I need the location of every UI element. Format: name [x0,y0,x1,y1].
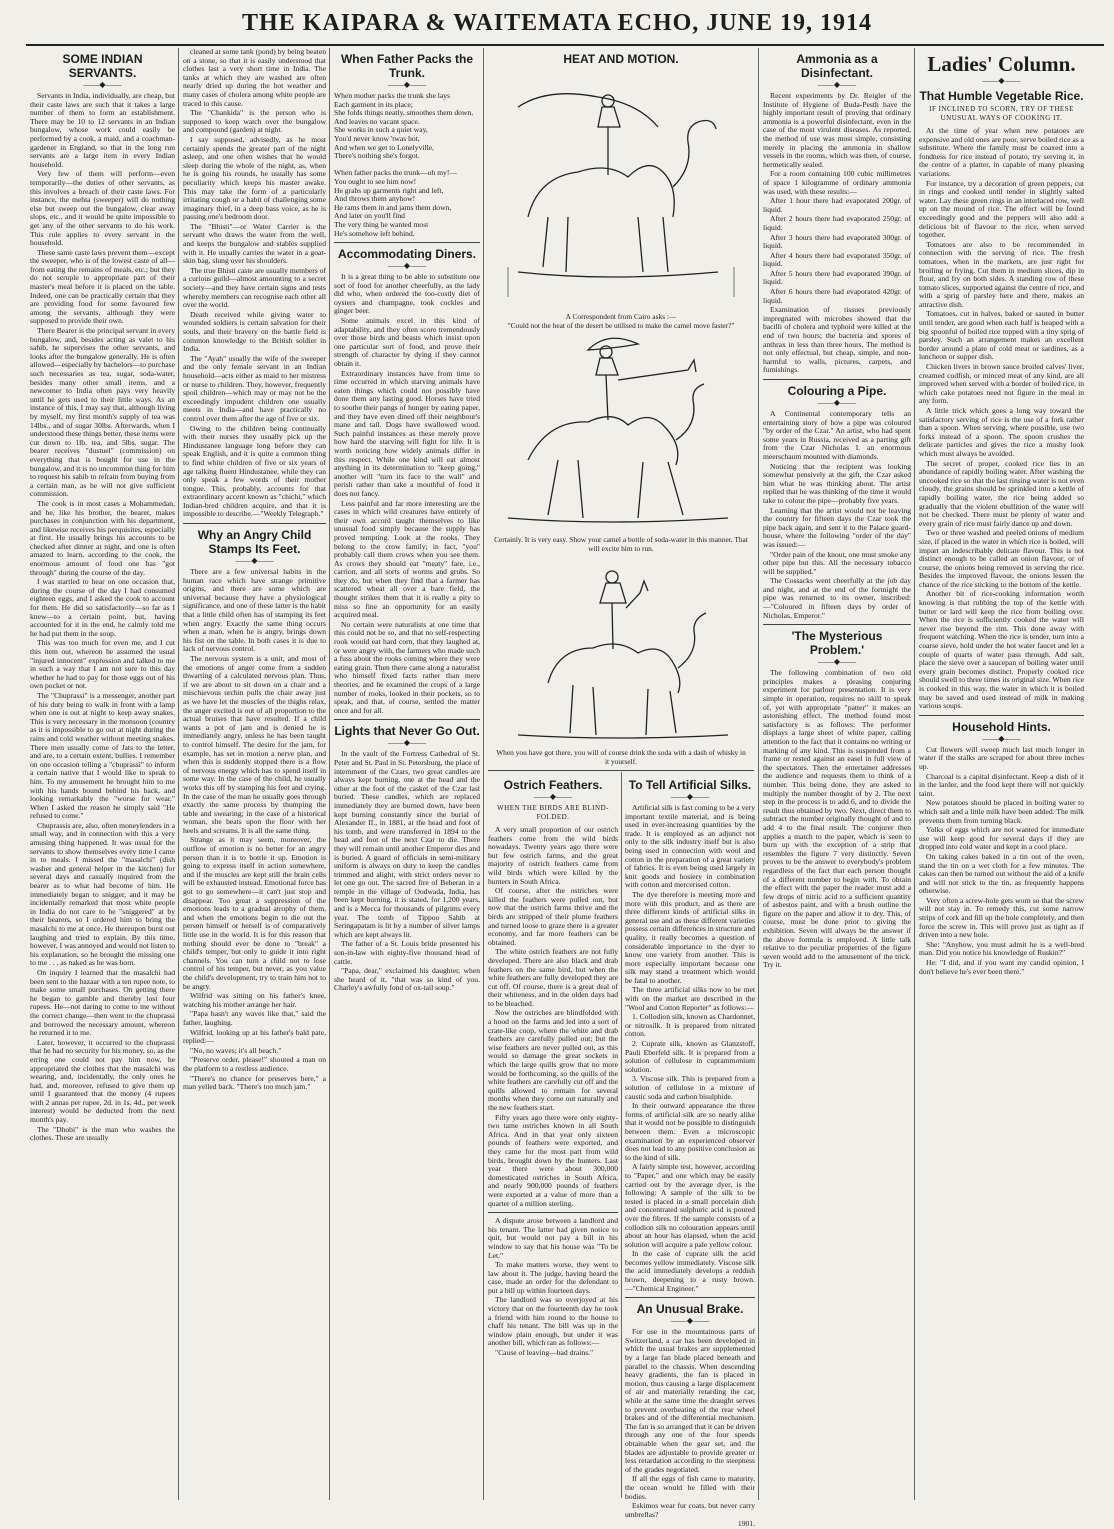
paragraph: Strange as it may seem, moreover, the outflow of emotion is no better for an angry person than it is to bottle it up. Emotion is going to express itself in action somewhere, and if the muscles are kept still the brain cells will be exhausted instead. Emotional force has got to go somewhere—it can't just stop and disappear. Too great a suppression of the emotions leads to a gradual atrophy of them, and when the emotions begin to die out the person himself or herself is of comparatively little use in the world. It is for this reason that nothing should ever be done to "break" a child's temper, but only to guide it into right channels. You can turn a child not to lose control of his temper, but never, as you value the child's development, try to train him not to be angry. [183,835,326,991]
column-2 [183,48,326,1500]
poem-line: You'd never know 'twas hot, [334,133,420,143]
article-title-ammonia: Ammonia as a Disinfectant. [796,52,878,80]
ornament: ——◆—— [387,80,427,89]
cartoon-heat-and-motion [488,48,754,766]
article-title-unusual-brake: An Unusual Brake. [636,1302,744,1317]
poem-line: The very thing he wanted most [334,219,429,229]
paragraph: The landlord was so overjoyed at his victory that on the fourteenth day he took a friend with him round to the house to chaff his tenant. The bill was up in the window plain enough, but under it was another bill, which ran as follows:— [488,1295,618,1348]
ornament: ——◆—— [817,398,857,407]
paragraph: Very often a screw-hole gets worn so that the screw will not stay in. To remedy this, cut some narrow strips of cork and fill up the hole completely, and then force the screw in. This will prove just as tight as if driven into a new hole. [919,895,1084,940]
paragraph: Servants in India, individually, are cheap, but their caste laws are such that it takes a large number of them to form an establishment. There may be 10 to 12 servants in an Indian bungalow, whose work could easily be performed by a cook, a maid, and a coachman-gardener in England, so that in the long run servants are a large item in every Indian household. [30,91,175,169]
paragraph: Tomatoes are also to be recommended in connection with the serving of rice. The fresh tomatoes, when in the markets, are just right for broiling or frying. Cut them in medium slices, dip in flour, and fry on both sides. A standing row of these tomato slices, supported against the centre of rice, and with a sprig of parsley here and there, makes an attractive dish. [919,239,1084,309]
article-title-accommodating-diners: Accommodating Diners. [337,247,477,262]
paragraph: Chuprassis are, also, often moneylenders in a small way, and in connection with this a very amusing thing happened. It was usual for the servants to show themselves every time I came in to meals. I missed the "masalchi" (dish washer and general helper in the kitchen) for several days and casually inquired from the bearer as to what had become of him. He immediately began to snigger, and it may be incidentally remarked that most white people in India do not care to be "sniggered" at by their bearers, so I ordered him to bring the masalchi to me at once. He thereupon burst out laughing and tried to explain. By this time, however, I was annoyed and would not listen to his explanation, so he brought the missing one to me . . . as naked as he was born. [30,820,176,968]
paragraph: In their outward appearance the three forms of artificial silk are so nearly alike that it would not be possible to distinguish between them. Even a microscopic examination by an experienced observer does not lead to any positive conclusion as to the kind of silk. [625,1101,755,1162]
paragraph: On taking cakes baked in a tin out of the oven, stand the tin on a wet cloth for a few minutes. The cakes can then be turned out without the aid of a knife and will not stick to the tin, as frequently happens otherwise. [919,851,1084,896]
paragraph: I say supposed, advisedly, as he most certainly spends the greater part of the night asleep, and one often wishes that he would sleep during the whole of the night, as, when he is going his rounds, he usually has some peculiarity which keeps his master awake. This may take the form of a particularly irritating cough or a habit of challenging some imaginary thief, in a deep bass voice, as he is passing one's bedroom door. [183,134,326,222]
article-title-lights: Lights that Never Go Out. [334,724,480,739]
cartoon-panel-1 [488,67,754,307]
paragraph: Less painful and far more interesting are the cases in which wild creatures have entirely of their own accord taught themselves to like unusual food simply because the supply has proved tempting. Look at the rooks. They belong to the crow family; in fact, "you" probably call them crows when you see them. As crows they should eat "meaty" fare, i.e., carrion, and all sorts of worms and grubs. So they do, but when they find that a farmer has scattered wheat all over a bare field, the thought strikes them that it is really a pity to miss so fine an opportunity for an easily acquired meal. [334,498,480,620]
column-rule [914,48,915,1500]
poem-line: She works in such a quiet way, [334,125,428,135]
section-rule [334,719,480,720]
poem-line: When father packs the trunk—oh my!— [334,168,457,178]
year-note: 1901. [737,1519,755,1529]
paragraph: The true Bhisti caste are usually members of a curious guild—almost amounting to a secret society—and they have certain signs and tests whereby members can recognise each other all over the world. [183,265,326,310]
paragraph: "Papa hasn't any waves like that," said the father, laughing. [183,1009,326,1027]
paragraph: Tomatoes, cut in halves, baked or sauted in butter until tender, are good when each half is heaped with a big spoonful of boiled rice topped with a tiny sprig of parsley. Such an arrangement makes an excellent border around a plate of cold meat or sardines, as a luncheon or supper dish. [919,309,1084,362]
article-title-indian-servants: SOME INDIAN SERVANTS. [62,52,143,80]
poem-line: And throws them anyhow! [334,194,416,204]
paragraph: "No, no waves; it's all beach." [190,1045,282,1055]
section-rule [625,1297,755,1298]
article-subtitle: IF INCLINED TO SCORN, TRY OF THESE UNUSUAL WAYS OF COOKING IT. [929,105,1074,122]
paragraph: The father of a St. Louis bride presented his son-in-law with eighty-five thousand head of cattle. [334,939,480,966]
paragraph: At the time of year when new potatoes are expensive and old ones are poor, serve boiled rice as a substitute. Where the family must be coaxed into a fondness for rice instead of potato, try serving it, in the centre of a platter, in capable of many pleasing variations. [919,126,1084,178]
paragraph: To make matters worse, they went to law about it. The judge, having heard the case, made an order for the defendant to put a bill up within fourteen days. [488,1260,618,1295]
section-rule [919,715,1084,716]
poem-line: He's somehow left behind. [334,228,415,238]
section-rule [488,1212,618,1213]
article-title-colouring-pipe: Colouring a Pipe. [787,384,887,398]
paragraph: The three artificial silks now to be met with on the market are described in the "Wool and Cotton Reporter" as follows:— [625,985,755,1012]
column-6 [919,48,1084,1500]
paragraph: Some animals excel in this kind of adaptability, and they often score tremendously over those birds and beasts which insist upon one particular sort of food, and prove their strength of character by dying if they cannot obtain it. [334,316,480,369]
section-rule [334,242,480,243]
paragraph: Extraordinary instances have from time to time occurred in which starving animals have eaten things which could not possibly have done them any lasting good. Horses have tried to soothe their pangs of hunger by eating paper, and they have even dined off their neighbour's mane and tail. Dogs have swallowed wood. Such painful instances as these merely prove how hard the starving will fight for life. It is worth noticing how widely animals differ in this respect. While one kind will eat almost anything in its determination to "keep going," another will "turn its face to the wall" and perish rather than take a mouthful of food it does not fancy. [334,368,480,498]
paragraph: The following combination of two old principles makes a pleasing conjuring experiment for parlour presentation. It is very simple in operation, requires no skill to speak of, yet with appropriate "patter" it makes an astonishing effect. The method found most satisfactory is as follows: The performer displays a large sheet of white paper, calling attention to the fact that it contains no writing or marking of any kind. This is suspended from a frame or rested against an easel in full view of the spectators. Then the entertainer addresses the audience and requests them to think of a number. This being done, they are asked to multiply the number thought of by 2. The next step in the process is to add 6, and to divide the result thus obtained by two. Next, direct them to subtract the number originally thought of and to add 4 to the final result. The conjurer then applies a match to the paper, which is seen to burn up with the exception of a strip that resembles the figure 7 very distinctly. Seven proves to be the answer to everybody's problem regardless of the fact that each person thought of a different number to begin with. To obtain the effect with the paper the reader must add a few drops of nitric acid to a sufficient quantity of asbestos paint, and with a brush outline the figure on the paper and allow it to dry. This, of course, must be done prior to giving the exhibition. Seven will always be the answer if the above formula is employed. A little talk relative to the peculiar properties of the figure seven would add to the amusement of the trick. Try it. [763,668,911,970]
column-4a [488,774,618,1498]
column-rule [329,48,330,1500]
paragraph: Wilfrid, looking up at his father's bald pate, replied:— [183,1027,326,1046]
paragraph: The Cossacks went cheerfully at the job day and night, and at the end of the fortnight the pipe was returned to its owner, inscribed:—"Coloured in fifteen days by order of Nicholas, Emperor." [763,576,911,620]
paragraph: A fairly simple test, however, according to "Paper," and one which may be easily carried out by the average dyer, is the following: A sample of the silk to be tested is placed in a small porcelain dish and concentrated sulphuric acid is poured over the fibres. If the sample consists of a collodion silk no colouration appears until about an hour has elapsed, when the acid solution will acquire a pale yellow colour. [625,1162,755,1249]
column-3 [334,48,480,1500]
poem-line: You ought to see him now! [334,176,417,186]
ornament: ——◆—— [982,76,1021,85]
paragraph: For instance, try a decoration of green peppers, cut in rings and cooked until tender in slightly salted water. Lay these green rings in an interlaced row, well up on the mound of rice. The effect will be found exceedingly good and the peppers will also add a delicious bit of flavour to the rice, when served together. [919,178,1084,240]
cartoon-panel-2 [488,330,754,530]
cartoon-caption: When you have got there, you will of course drink the soda with a dash of whisky in it yourself. [496,748,746,766]
paragraph: cleaned at some tank (pond) by being beaten on a stone, so that it is easily understood that clothes last a very short time in India. The tanks at which they are washed are often nearly dried up during the hot weather and many cases of cholera among white people are traced to this cause. [183,47,326,108]
paragraph: After 1 hour there had evaporated 200gr. of liquid. [763,196,911,214]
paragraph: A very small proportion of our ostrich feathers come from the wild birds nowadays. Twenty years ago there were but few ostrich farms, and the great majority of ostrich feathers came from wild birds which were killed by the hunters in South Africa. [488,825,618,886]
paragraph: For a room containing 100 cubic millimetres of space 1 kilogramme of ordinary ammonia was used, with these results:— [763,169,911,196]
paragraph: The white ostrich feathers are not fully developed. There are also black and drab feathers on the same bird, but when the white feathers are fully developed they are cut off. Of course, there is a great deal of their whiteness, and in the olden days had to be bleached. [488,947,618,1008]
paragraph: Now the ostriches are blindfolded with a hood on the farms and led into a sort of crate-like coop, where the white and drab feathers are carefully pulled out; but the wise feathers are never pulled out, as this would so damage the great sockets in which the large quills grow that no more would be forthcoming, so the quills of the white feathers are carefully cut off and the quills allowed to remain for several months when they come out naturally and the new feathers start. [488,1008,618,1112]
column-5 [763,48,911,1500]
ornament: ——◆—— [670,1316,710,1326]
paragraph: A Continental contemporary tells an entertaining story of how a pipe was coloured "by order of the Czar." An artist, who had spent some years in Russia, received as a parting gift from the Czar Nicholas I. an enormous meerschaum mounted with diamonds. [763,409,911,461]
paragraph: 1. Collodion silk, known as Chardonnet, or nitrosilk. It is prepared from nitrated cotton. [625,1012,755,1039]
poem-line: She folds things neatly, smoothes them down, [334,108,474,118]
paragraph: "Cause of leaving—bad drains." [495,1348,594,1358]
paragraph: 2. Cuprate silk, known as Glanzstoff, Pauli Eberfeld silk. It is prepared from a solution of cellulose in cuprammonium solution. [625,1039,755,1074]
paragraph: The nervous system is a unit, and most of the emotions of anger come from a sudden thwarting of a calculated nervous plan. Thus, if we are about to sit down on a chair and a mischievous urchin pulls the chair away just as we have let the muscles of the thighs relax, the anger excited is out of all proportion to the actual bruises that have resulted. If a child wants a pot of jam and is denied he is immediately angry, unless he has been taught to control himself. The desire for the jam, for example, has set in motion a nerve plan, and when this is suddenly stopped there is a flow of nervous energy which has to spend itself in some way. In the case of the child, he usually works this off by stamping his feet and crying. In the case of the man he usually goes through exactly the same process by thumping the table and swearing; in the case of a historical woman, she beats upon the floor with her heels and screams. It is all the same thing. [183,654,326,835]
poem-line: When mother packs the trunk she lays [334,91,450,100]
article-title-rice: That Humble Vegetable Rice. [919,89,1084,103]
paragraph: These same caste laws prevent them—except the sweeper, who is of the lowest caste of all—from eating the remains of meals, etc.; but they do not scruple to appropriate part of their master's meal before it is placed on the table. Indeed, one can be practically certain that they are providing food for some favoured few among the servants, although they were supposed to provide their own. [30,247,175,326]
cartoon-caption: "Could not the heat of the desert be utilised to make the camel move faster?" [507,321,735,330]
paragraph: Another bit of rice-cooking information worth knowing is that rubbing the top of the kettle with butter or lard will keep the rice from boiling over. When the rice is sufficiently cooked the water will never rise beyond the rim. This done away with frequent watching. When the rice is tender, turn into a coarse sieve, hold under the hot water faucet and let a couple of quarts of water pass through. Add salt, place the sieve over a saucepan of boiling water until every grain becomes distinct. Properly cooked rice should swell to three times its original size. When rice is cooked in this way, the water in which it is boiled may be saved and used instead of milk in making various soups. [919,589,1084,711]
section-rule [183,523,326,524]
paragraph: Chicken livers in brown sauce broiled calves' liver, creamed codfish, or minced meat of any kind, are all improved when served with a border of boiled rice, in which cake potatoes need not figure in the meal in any form. [919,362,1084,406]
paragraph: "There's no chance for preserves here," a man yelled back. "There's too much jam." [183,1073,326,1092]
ornament: ——◆—— [83,80,122,89]
paragraph: Cut flowers will sweep much last much longer in water if the stalks are scraped for about three inches up. [919,744,1084,771]
poem [334,92,480,238]
paragraph: The secret of proper, cooked rice lies in an abundance of rapidly boiling water. After washing the uncooked rice so that the last rinsing water is not even cloudy, the grains should be sprinkled into a kettle of rapidly boiling water, the rice being added so gradually that the violent ebullition of the water will not be checked. There must be plenty of water and every grain of rice must fairly dance up and down. [919,458,1084,528]
cartoon-panel-3 [488,553,754,743]
paragraph: After 3 hours there had evaporated 300gr. of liquid. [763,232,911,251]
paragraph: For use in the mountainous parts of Switzerland, a car has been developed in which the usual brakes are supplemented by a large fan blade placed beneath and parallel to the chassis. When descending heavy gradients, the fan is placed in motion, thus causing a large displacement of air and materially retarding the car, while at the same time the draught serves to prevent overheating of the rear wheel brakes and of the differential mechanism. The fan is so arranged that it can be driven through any one of the four speeds obtainable when the gear set, and the blades are adjustable to provide greater or less retardation according to the steepness of the grades negotiated. [625,1327,755,1474]
paragraph: Fifty years ago there were only eighty-two tame ostriches known in all South Africa. And in that year only sixteen pounds of feathers were exported, and they came for the most part from wild birds, brought down by the hunters. Last year there were about 300,000 domesticated ostriches in South Africa, and nearly 900,000 pounds of feathers were exported at a value of more than a quarter of a million sterling. [488,1112,618,1208]
column-1 [30,48,175,1500]
column-rule [178,48,179,1500]
paragraph: Two or three washed and peeled onions of medium size, if placed in the water in which rice is boiled, will impart an indescribably delicate flavour. This is not distinct enough to be called an onion flavour, or of course, the onions being removed in serving the rice. Besides the improved flavour, the onions lessen the chance of the rice sticking to the bottom of the kettle. [919,528,1084,589]
paragraph: The "Chuprassi" is a messenger, another part of his duty being to walk in front with a lamp when one is out at night to keep away snakes. This is very necessary in the monsoon (country as it is impossible to go out at night during the rains and cold weather without meeting snakes. There men usually come of Jats to the letter, and are, to a certain extent, bullies. I remember on one occasion telling a "chuprassi" to inform a certain native that I would like to speak to him. To my amusement he brought him to me with his hands bound behind his back, and looking remarkably the "worse for wear." When I asked the reason he simply said "He refused to come." [30,690,175,821]
poem-line: And when we get to Lonelyville, [334,142,434,152]
paragraph: She: "Anyhow, you must admit he is a well-bred man. Did you notice his knowledge of Ruskin?" [919,939,1084,958]
paragraph: There are a few universal habits in the human race which have strange primitive origins, and there are some which are universal because they have a physiological significance, and one of these latter is the habit that a little child often has of stamping its feet when angry. Exactly the same thing occurs when a man, when he is angry, brings down his fist on the table. In both cases it is due to lack of nervous control. [183,567,326,654]
paragraph: After 4 hours there had evaporated 350gr. of liquid. [763,250,911,269]
section-rule [763,379,911,380]
poem-line: Each garment in its place; [334,99,413,109]
paragraph: The "Bhisti"—or Water Carrier is the servant who draws the water from the well, and keeps the bungalow and stables supplied with it. He usually carries the water in a goat-skin bag, slung over his shoulders. [183,221,326,266]
ornament: ——◆—— [387,738,427,748]
paragraph: The cook is in most cases a Mohammedan, and he, like his brother, the bearer, makes purchases in conjunction with his department, and likewise receives his perquisites, especially at first. He usually brings his accounts to be checked after dinner at night, and one is often amazed to learn, according to the cook, the enormous amount of food one has "got through" during the course of the day. [30,498,175,577]
paragraph: He: "I did, and if you want my candid opinion, I don't believe he's ever been there." [919,958,1084,976]
paragraph: Charcoal is a capital disinfectant. Keep a dish of it in the larder, and the food kept there will not quickly taint. [919,771,1084,798]
article-title-household-hints: Household Hints. [952,719,1051,734]
section-title-ladies-column: Ladies' Column. [927,52,1076,76]
ornament: ——◆—— [387,261,427,271]
article-title-father-packs: When Father Packs the Trunk. [340,52,474,80]
masthead: THE KAIPARA & WAITEMATA ECHO, JUNE 19, 1914 [242,10,872,36]
paragraph: After 6 hours there had evaporated 420gr. of liquid. [763,287,911,305]
poem-line: And leaves no vacant space. [334,116,420,126]
paragraph: No certain were naturalists at one time that this could not be so, and that no self-respecting rook would eat hard corn, that they laughed at, or were angry with, the farmers who made such a fuss about the rooks coming where they were eating grain. Then there came along a naturalist who himself fixed facts rather than mere theories, and he examined the crops of a large number of rooks, looked in their pockets, so to speak, and that, of course, settled the matter once and for all. [334,619,480,715]
cartoon-caption: A Correspondent from Cairo asks :— [565,312,677,321]
paragraph: There Bearer is the principal servant in every bungalow, and, besides acting as valet to his sahib, he supervises the other servants, and looks after the bungalow generally. He is often allowed—especially by bachelors—to purchase such necessaries as tea, sugar, soda-water, besides many other small items, and a newcomer to India often pays very heavily until he gets used to their little ways. As an instance of this, I may say that, although living by myself, my first month's supply of tea was 14lbs., and of sugar 30lbs. Afterwards, when I understood these things better, these items were cut down to 1lb. tea, and 5lbs. sugar. The bearer receives "dustuel" (commission) on everything that is bought for use in the bungalow, and it is no uncommon thing for him to request his sahib to refrain from buying from a certain man, as he will not give sufficient commission. [30,326,175,499]
paragraph: Yolks of eggs which are not wanted for immediate use will keep good for several days if they are dropped into cold water and kept in a cool place. [919,825,1084,852]
paragraph: The "Chankida" is the person who is supposed to keep watch over the bungalow and compound (garden) at night. [183,108,326,135]
paragraph: Examination of tissues previously impregnated with microbes showed that the bacilli of cholera and typhoid were killed at the end of two hours; the bacteria and spores of anthrax in less than three hours. The method is not only effectual, but cheap, simple, and non-harmful to walls, pictures, carpets, and furnishings. [763,305,911,375]
paragraph: It is a great thing to be able to substitute one sort of food for another cheerfully, as the lady did who, when ordered the too-costly diet of oysters and champagne, took cockles and ginger beer. [334,272,480,316]
paragraph: Eskimos wear fur coats, but never carry umbrellas? [625,1501,755,1519]
section-rule [763,624,911,625]
column-rule [621,772,622,1498]
paragraph: Recent experiments by Dr. Reigler of the Institute of Hygiene of Buda-Pesth have the highly important result of proving that ordinary ammonia is a powerful disinfectant, even in the case of the most virulent diseases. As reported, the method of use was most simple, consisting merely in placing the ammonia in shallow vessels in the rooms, which was then, of course, hermetically sealed. [763,91,911,169]
column-rule [483,48,484,1500]
article-subtitle: WHEN THE BIRDS ARE BLIND-FOLDED. [497,804,609,821]
paragraph: Noticing that the recipient was looking somewhat pensively at the gift, the Czar asked him what he was thinking about. The artist replied that he was thinking of the time it would take to colour the pipe—probably five years. [763,461,911,505]
paragraph: This was too much for even me, and I cut this item out, whereon he assumed the usual "injured innocent" expression and talked to me in such a way that I am not sure to this day whether he had to pay for those eggs out of his own pocket or not. [30,638,175,691]
section-rule [488,770,754,771]
paragraph: The "Ayah" usually the wife of the sweeper and the only female servant in an Indian household—acts either as maid to her mistress or nurse to children. They, however, frequently spoil children—which may or may not be the exceedingly impudent children one usually meets in India—and have practically no control over them after the age of five or six. [183,353,326,423]
paragraph: After 5 hours there had evaporated 390gr. of liquid. [763,268,911,287]
article-title-angry-child: Why an Angry Child Stamps Its Feet. [197,528,312,557]
paragraph: Wilfrid was sitting on his father's knee, watching his mother arrange her hair. [183,991,326,1009]
paragraph: "Preserve order, please!" shouted a man on the platform to a restless audience. [183,1055,326,1073]
paragraph: I was startled to hear on one occasion that, during the course of the day I had consumed eighteen eggs, and I asked the cook to account for them. He did so satisfactorily—so far as I knew—to a certain point, but, having accounted for it in the end, he calmly told me he had put them in the soup. [30,577,175,638]
paragraph: In the vault of the Fortress Cathedral of St. Peter and St. Paul in St. Petersburg, the place of internment of the Czars, two great candles are always kept burning, one at the head and the other at the foot of the casket of the Czar last buried. These candles, which are replaced immediately they are burned down, have been kept burning constantly since the burial of Alexander II., in 1881, at the head and foot of his tomb, and were transferred in 1894 to the head and foot of the next Czar to die. There they will remain until another Emperor dies and is buried. A guard of officials in semi-military uniform is always on duty to keep the candles trimmed and alight, with strict orders never to let one go out. The sacred fire of Beheran in a temple in the village of Oodwada, India, has been kept burning, it is stated, for 1,200 years, and is a Mecca for thousands of pilgrims every year. The tomb of Tippoo Sahib at Seringapatam is lit by a number of silver lamps which are kept always lit. [334,749,480,939]
paragraph: Later, however, it occurred to the chuprassi that he had no security for his money, so, as the erring one could not pay him now, he appropriated the clothes that the masalchi was wearing, and, incidentally, the only ones he had, and, moreover, refused to give them up until I guaranteed that the money (4 rupees with 2 annas per rupee, 2d. in 1s. 4d., per week interest) would be deducted from the next month's pay. [30,1037,175,1125]
paragraph: New potatoes should be placed in boiling water to which salt and a little milk have been added. The milk prevents them from turning black. [919,798,1084,825]
paragraph: A dispute arose between a landlord and his tenant. The latter had given notice to quit, but would not pay a bill in his window to say that his house was "To be Let." [488,1216,618,1260]
paragraph: In the case of cuprate silk the acid becomes yellow immediately. Viscose silk the acid immediately develops a reddish brown, deepening to a rusty brown.—"Chemical Engineer." [625,1249,755,1293]
column-rule [758,48,759,1500]
paragraph: If all the eggs of fish came to maturity, the ocean would be filled with their bodies. [625,1474,755,1501]
ornament: ——◆—— [533,792,573,801]
cartoon-caption: Certainly. It is very easy. Show your camel a bottle of soda-water in this manner. That will excite him to run. [494,535,748,553]
paragraph: A little trick which goes a long way toward the satisfactory serving of rice is the use of a fork rather than a spoon. When serving, where possible, use two forks instead of a spoon. The spoon crushes the delicate particles and gives the rice a mushy look which must always be avoided. [919,406,1084,458]
paragraph: Owing to the children being continually with their nurses they usually pick up the Hindustanee language long before they can speak English, and it is quite a common thing to find white children of five or six years of age talking fluent Hindustanee, while they can only speak a few words of their mother tongue. This, probably, accounts for that extraordinary accent known as "chichi," which Indian-bred children acquire, and that it is impossible to describe.—"Weekly Telegraph." [183,423,326,519]
paragraph: Very few of them will perform—even temporarily—the duties of other servants, as this involves a breach of their caste laws. For instance, the mehta (sweeper) will do nothing else but sweep out the bungalow, clear away slops, etc., and it would be quite impossible to get any of the other servants to do his work. This rule applies to every servant in the household. [30,169,175,248]
paragraph: Death received while giving water to wounded soldiers is certain salvation for their souls, and their bravery on the battle field is common knowledge to the British soldier in India. [183,309,326,354]
paragraph: Learning that the artist would not be leaving the country for fifteen days the Czar took the pipe back again, and sent it to the Palace guard-house, where the following "order of the day" was issued:— [763,505,911,549]
poem-line: He grabs up garments right and left, [334,185,444,195]
paragraph: Artificial silk is fast coming to be a very important textile material, and is being used in ever-increasing quantities by the trade. It is employed as an adjunct not only to the silk industry itself but is also being used in connection with wool and cotton in the preparation of a great variety of fabrics. It is even being used largely in knit goods and hosiery in combination with cotton and mercerised cotton. [625,803,755,890]
article-title-ostrich: Ostrich Feathers. [503,778,603,792]
masthead-rule [26,44,1104,46]
article-title-mysterious-problem: 'The Mysterious Problem.' [791,629,883,658]
paragraph: The "Dhobi" is the man who washes the clothes. These are usually [30,1124,175,1143]
paragraph: The dye therefore is meeting more and more with this product, and as there are three different kinds of artificial silks in general use and as these different varieties possess certain differences in structure and quality, it really becomes a question of considerable importance to the dyer to know one variety from another. This is more especially important because one silk may stand a treatment which would be fatal to another. [625,889,755,985]
column-4b [625,774,755,1529]
paragraph: 3. Viscose silk. This is prepared from a solution of cellulose in a mixture of caustic soda and carbon bisulphide. [625,1074,755,1101]
poem-line: And later on you'll find [334,211,405,221]
ornament: ——◆—— [670,792,710,801]
poem-line: There's nothing she's forgot. [334,151,420,161]
ornament: ——◆—— [817,80,857,89]
paragraph: Of course, after the ostriches were killed the feathers were pulled out, but now that the ostrich farms thrive and the birds are stripped of their plume feathers and turned loose to graze there is a greater economy, and far more feathers can be obtained. [488,886,618,947]
paragraph: After 2 hours there had evaporated 250gr. of liquid. [763,214,911,232]
ornament: ——◆—— [817,657,857,667]
poem-line: He rams them in and jams them down, [334,202,452,212]
article-title-artificial-silks: To Tell Artificial Silks. [628,778,752,792]
paragraph: "Papa, dear," exclaimed his daughter, when she heard of it, "that was so kind of you. Charley's awfully fond of ox-tail soup." [334,966,480,993]
paragraph: On inquiry I learned that the masalchi had been sent to the bazaar with a ten rupee note, to make some small purchases. On getting there he began to gamble and thereby lost four rupees. He—not daring to come to me without the correct change—then went to the chuprassi and borrowed the necessary amount, whereon he returned it to me. [30,967,175,1038]
paragraph: "Order pain of the knout, one must smoke any other pipe but this. All the necessary tobacco will be supplied." [763,549,911,576]
ornament: ——◆—— [982,733,1021,743]
cartoon-title: HEAT AND MOTION. [563,52,679,66]
ornament: ——◆—— [235,556,274,566]
